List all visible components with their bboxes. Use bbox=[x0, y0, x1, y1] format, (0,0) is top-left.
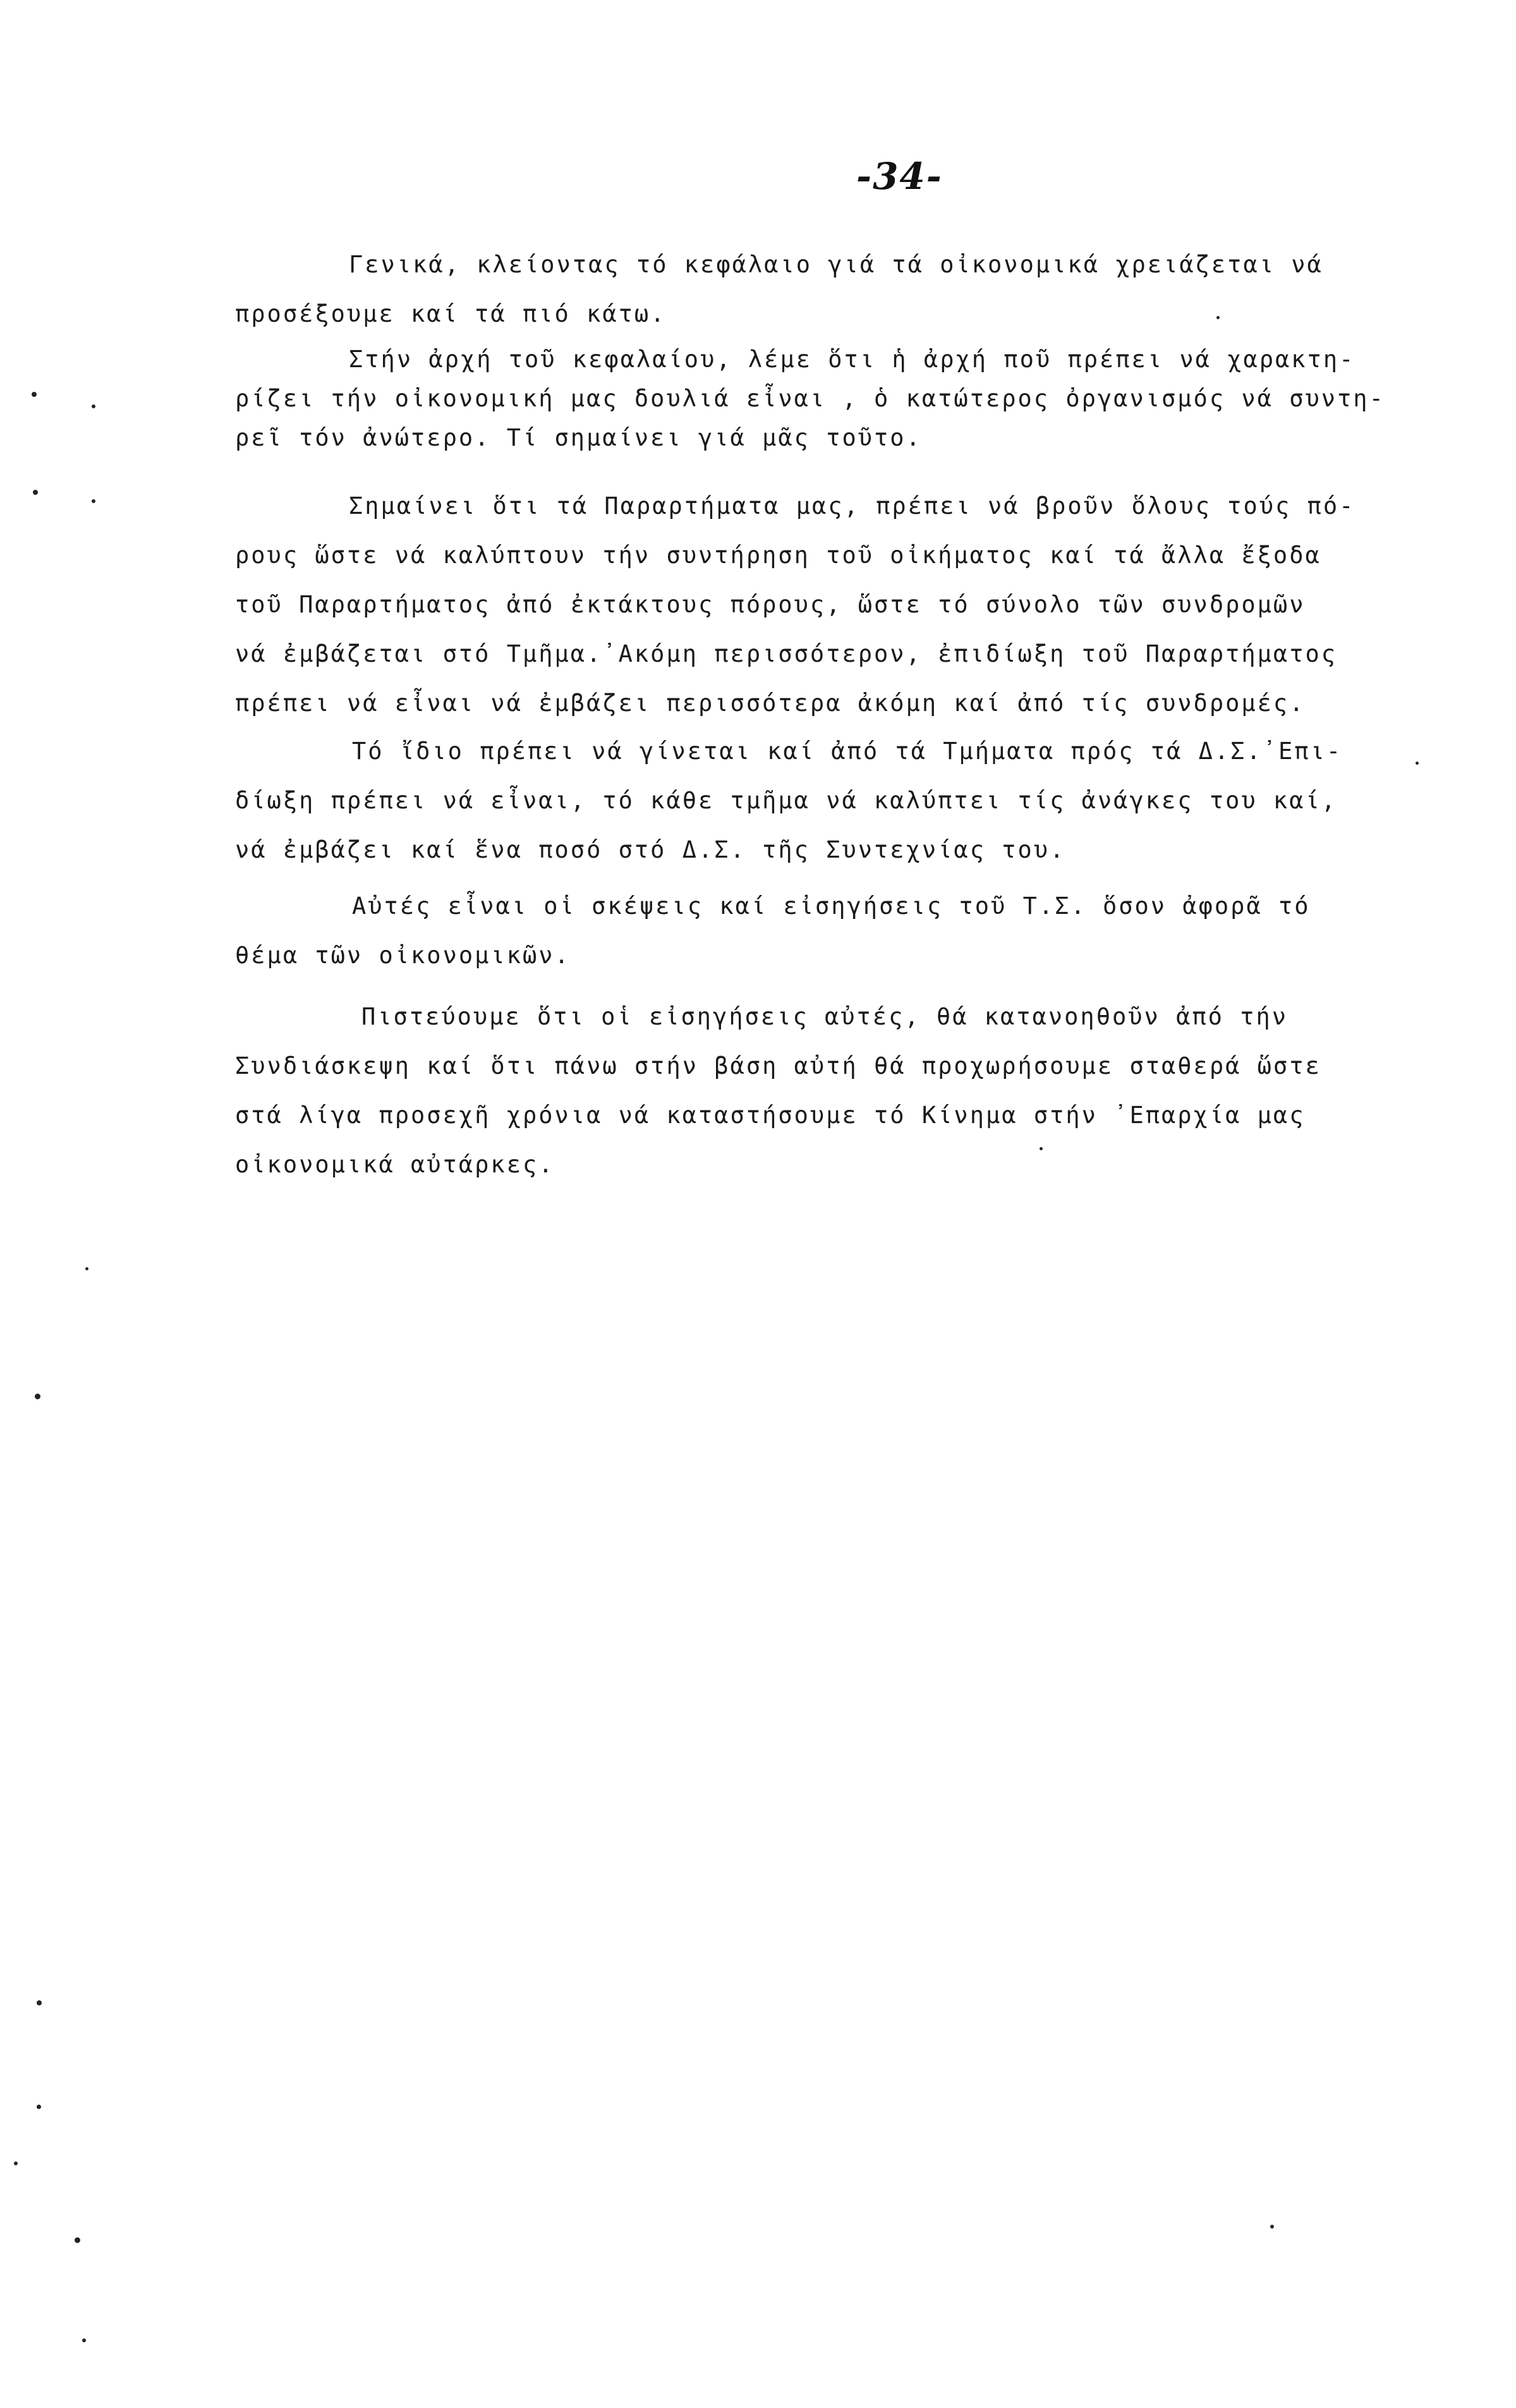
text-line: Πιστεύουμε ὅτι οἱ εἰσηγήσεις αὐτές, θά κατανοηθοῦν ἀπό τήν bbox=[361, 1003, 1289, 1030]
scan-speck bbox=[37, 2105, 41, 2109]
text-line: δίωξη πρέπει νά εἶναι, τό κάθε τμῆμα νά καλύπτει τίς ἀνάγκες του καί, bbox=[235, 787, 1338, 814]
text-line: Συνδιάσκεψη καί ὅτι πάνω στήν βάση αὐτή θά προχωρήσουμε σταθερά ὥστε bbox=[235, 1052, 1321, 1079]
scan-speck bbox=[1216, 316, 1220, 319]
paragraph-4 bbox=[235, 727, 1423, 875]
scan-speck bbox=[37, 2000, 42, 2005]
text-line: ρεῖ τόν ἀνώτερο. Τί σημαίνει γιά μᾶς τοῦτο. bbox=[235, 424, 922, 451]
scan-speck bbox=[1416, 762, 1419, 765]
text-line: προσέξουμε καί τά πιό κάτω. bbox=[235, 300, 667, 327]
scan-speck bbox=[1040, 1147, 1043, 1150]
scan-speck bbox=[33, 490, 38, 495]
scan-speck bbox=[92, 499, 95, 503]
paragraph-2 bbox=[235, 340, 1423, 458]
paragraph-6 bbox=[235, 992, 1423, 1189]
text-line: οἰκονομικά αὐτάρκες. bbox=[235, 1151, 555, 1178]
scan-speck bbox=[1270, 2225, 1274, 2229]
text-line: νά ἐμβάζεται στό Τμῆμα.᾿Ακόμη περισσότερον, ἐπιδίωξη τοῦ Παραρτήματος bbox=[235, 640, 1338, 667]
scan-speck bbox=[85, 1267, 88, 1270]
text-line: Στήν ἀρχή τοῦ κεφαλαίου, λέμε ὅτι ἡ ἀρχή ποῦ πρέπει νά χαρακτη- bbox=[349, 346, 1355, 373]
scan-speck bbox=[92, 404, 95, 408]
text-line: νά ἐμβάζει καί ἕνα ποσό στό Δ.Σ. τῆς Συντεχνίας του. bbox=[235, 836, 1066, 863]
scan-speck bbox=[75, 2237, 80, 2243]
scan-speck bbox=[14, 2162, 18, 2165]
paragraph-5 bbox=[235, 882, 1423, 980]
paragraph-1 bbox=[235, 240, 1423, 339]
paragraph-3 bbox=[235, 482, 1423, 728]
text-line: Τό ἴδιο πρέπει νά γίνεται καί ἀπό τά Τμήματα πρός τά Δ.Σ.᾿Επι- bbox=[352, 738, 1343, 765]
page-number: -34- bbox=[856, 155, 943, 198]
text-line: ρίζει τήν οἰκονομική μας δουλιά εἶναι , ὁ κατώτερος ὀργανισμός νά συντη- bbox=[235, 385, 1385, 412]
text-line: Σημαίνει ὅτι τά Παραρτήματα μας, πρέπει νά βροῦν ὅλους τούς πό- bbox=[349, 492, 1355, 520]
text-line: Γενικά, κλείοντας τό κεφάλαιο γιά τά οἰκονομικά χρειάζεται νά bbox=[349, 251, 1323, 278]
text-line: θέμα τῶν οἰκονομικῶν. bbox=[235, 942, 571, 969]
scan-speck bbox=[35, 1394, 40, 1399]
text-line: Αὐτές εἶναι οἱ σκέψεις καί εἰσηγήσεις τοῦ Τ.Σ. ὅσον ἀφορᾶ τό bbox=[352, 892, 1311, 920]
text-line: ρους ὥστε νά καλύπτουν τήν συντήρηση τοῦ οἰκήματος καί τά ἄλλα ἔξοδα bbox=[235, 542, 1321, 569]
text-line: τοῦ Παραρτήματος ἀπό ἐκτάκτους πόρους, ὥστε τό σύνολο τῶν συνδρομῶν bbox=[235, 591, 1306, 618]
scan-speck bbox=[32, 392, 37, 397]
text-line: στά λίγα προσεχῆ χρόνια νά καταστήσουμε τό Κίνημα στήν ᾿Επαρχία μας bbox=[235, 1102, 1306, 1129]
text-line: πρέπει νά εἶναι νά ἐμβάζει περισσότερα ἀκόμη καί ἀπό τίς συνδρομές. bbox=[235, 690, 1306, 717]
scan-speck bbox=[82, 2338, 86, 2342]
